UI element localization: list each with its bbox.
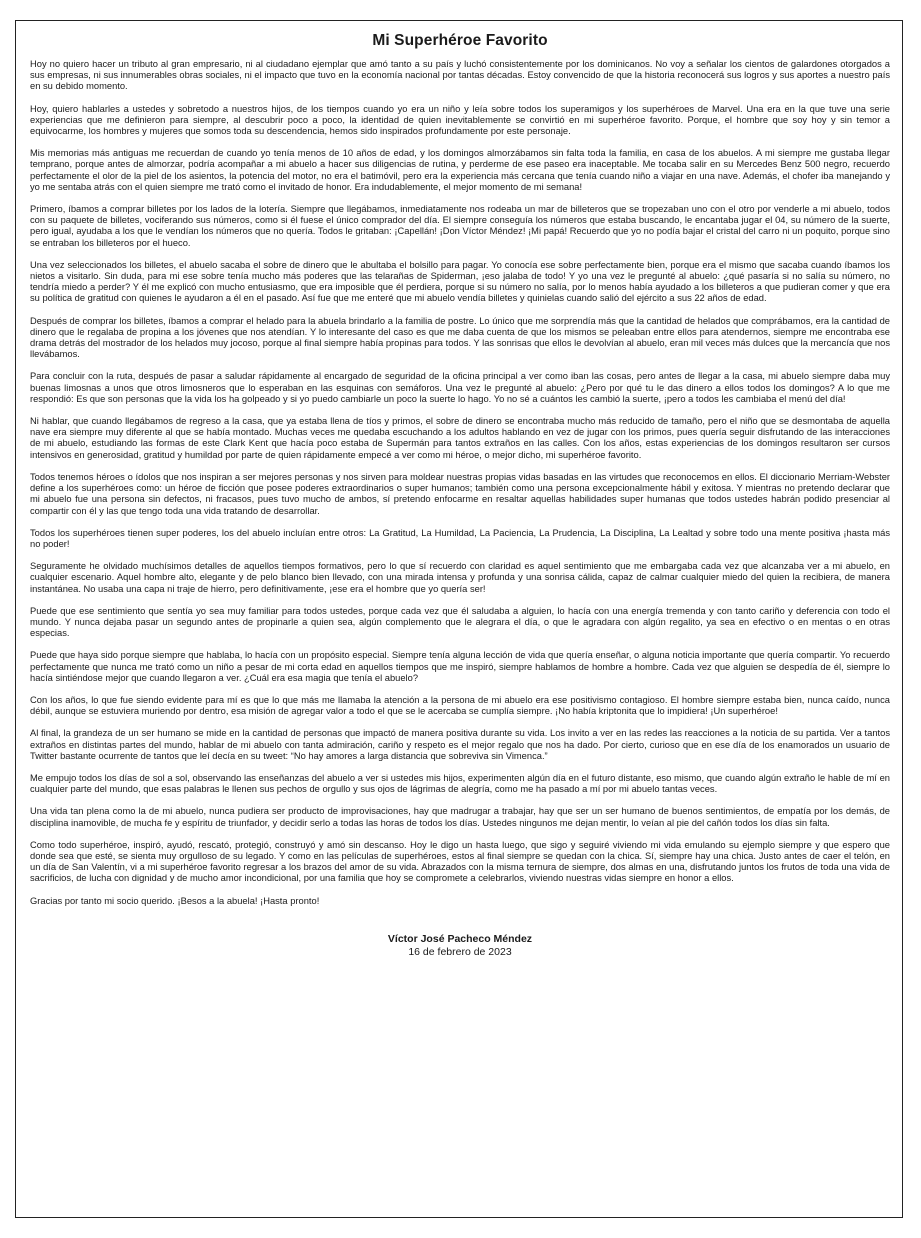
signature-date: 16 de febrero de 2023 — [408, 945, 512, 958]
paragraph: Puede que haya sido porque siempre que hablaba, lo hacía con un propósito especial. Siempre tenía alguna lección de vida que quería enseñar, o alguna noticia importante que quería compartir. Yo recuerdo perfectamente que nunca me trató como un niño a pesar de mi corta edad en aquellos tiempos que me inspiró, siempre hablamos de hombre a hombre. Cada vez que alguien se despedía de él, siempre lo hacía sintiéndose mejor que cuando llegaron a ver. ¿Cuál era esa magia que tenía el abuelo? — [30, 650, 890, 683]
paragraph: Seguramente he olvidado muchísimos detalles de aquellos tiempos formativos, pero lo que sí recuerdo con claridad es aquel sentimiento que me embargaba cada vez que alcanzaba ver a mi abuelo, en cualquier escenario. Aquel hombre alto, elegante y de pelo blanco bien llevado, con una mirada intensa y profunda y una sonrisa cálida, capaz de calmar cualquier miedo del quien la recibiera, de manera instantánea. No usaba una capa ni traje de hierro, pero definitivamente, ¡ese era el hombre que yo quería ser! — [30, 561, 890, 594]
signature-block — [30, 933, 890, 959]
paragraph: Mis memorias más antiguas me recuerdan de cuando yo tenía menos de 10 años de edad, y los domingos almorzábamos sin falta toda la familia, en casa de los abuelos. A mi siempre me gustaba llegar temprano, porque antes de almorzar, podría acompañar a mi abuelo a hacer sus diligencias de rutina, y perderme de ese paseo era inaceptable. Me tocaba salir en su Mercedes Benz 500 negro, recuerdo perfectamente el olor de la piel de los asientos, la potencia del motor, no era el batimóvil, pero era la experiencia más cercana que tenía cuando niño a viajar en una nave. Además, el chofer iba manejando y yo me sentaba atrás con el quien siempre me trató como el invitado de honor. Era indudablemente, el mejor momento de mi semana! — [30, 148, 890, 192]
paragraph: Primero, íbamos a comprar billetes por los lados de la lotería. Siempre que llegábamos, inmediatamente nos rodeaba un mar de billeteros que se tropezaban uno con el otro por venderle a mi abuelo, todos con su paquete de billetes, vociferando sus números, como si él fuese el único comprador del día. El siempre conseguía los números que estaba buscando, le encantaba jugar el 04, su número de la suerte, pero igual, ayudaba a los que le vendían los números que no quería. Todos le gritaban: ¡Capellán! ¡Don Víctor Méndez! ¡Mi papá! Recuerdo que yo no podía bajar el cristal del carro ni un poquito, porque sino se entraban los billeteros por el hueco. — [30, 204, 890, 248]
paragraph: Para concluir con la ruta, después de pasar a saludar rápidamente al encargado de seguridad de la oficina principal a ver como iban las cosas, pero antes de llegar a la casa, mi abuelo siempre daba muy buenas limosnas a unos que otros limosneros que lo esperaban en las esquinas con semáforos. Una vez le pregunté al abuelo: ¿Pero por qué tu le das dinero a ellos todos los domingos? A lo que me respondió: Es que son personas que la vida los ha golpeado y si yo puedo cambiarle un poco la suerte lo hago. Yo no sé a cuántos les cambió la suerte, ¡pero a todos les cambiaba el menú del día! — [30, 371, 890, 404]
paragraph: Ni hablar, que cuando llegábamos de regreso a la casa, que ya estaba llena de tíos y primos, el sobre de dinero se encontraba mucho más reducido de tamaño, pero el niño que se desmontaba de aquella nave era siempre muy diferente al que se había montado. Muchas veces me quedaba escuchando a los adultos hablando en vez de jugar con los primos, pues quería seguir disfrutando de las interacciones de mi abuelo, estudiando las formas de este Clark Kent que hacía poco estaba de Supermán para tantos extraños en las calles. Con los años, estas experiencias de los domingos resultaron ser cursos intensivos en generosidad, gratitud y humildad por parte de quien rápidamente empecé a ver como mi héroe, o mejor dicho, mi superhéroe favorito. — [30, 416, 890, 460]
paragraph: Todos tenemos héroes o ídolos que nos inspiran a ser mejores personas y nos sirven para moldear nuestras propias vidas basadas en las virtudes que reconocemos en ellos. El diccionario Merriam-Webster define a los superhéroes como: un héroe de ficción que posee poderes extraordinarios o super humanos; también como una persona excepcionalmente hábil y exitosa. Y mientras no pretendo declarar que mi abuelo fue una persona sin defectos, ni fracasos, pues tuvo mucho de ambos, sí pretendo enfocarme en resaltar aquellas habilidades super humanas que todos ustedes habrán podido presenciar al compartir con él y las que tengo toda una vida tratando de desarrollar. — [30, 471, 890, 516]
paragraph: Después de comprar los billetes, íbamos a comprar el helado para la abuela brindarlo a la familia de postre. Lo único que me sorprendía más que la cantidad de helados que comprábamos, era la cantidad de dinero que le regalaba de propina a los jóvenes que nos atendían. Y lo interesante del caso es que me daba cuenta de que los mismos se peleaban entre ellos para atendernos, siempre me encontraba ese drama detrás del mostrador de los helados muy jocoso, porque al final siempre había propinas para todos. Y las sonrisas que ellos le devolvían al abuelo, eran mil veces más dulces que la mercancía que nos llevábamos. — [30, 315, 890, 360]
signature-name: Víctor José Pacheco Méndez — [387, 932, 533, 945]
paragraph: Gracias por tanto mi socio querido. ¡Besos a la abuela! ¡Hasta pronto! — [30, 895, 320, 906]
paragraph: Todos los superhéroes tienen super poderes, los del abuelo incluían entre otros: La Gratitud, La Humildad, La Paciencia, La Prudencia, La Disciplina, La Lealtad y sobre todo una mente positiva ¡hasta más no poder! — [30, 527, 890, 549]
paragraph: Hoy, quiero hablarles a ustedes y sobretodo a nuestros hijos, de los tiempos cuando yo era un niño y leía sobre todos los superamigos y los superhéroes de Marvel. Una era en la que tuve una serie experiencias que me definieron para siempre, al descubrir poco a poco, la identidad de quien inevitablemente se convirtió en mi superhéroe favorito. Porque, el hombre que soy hoy y sin temor a equivocarme, los hombres y mujeres que somos toda su descendencia, hemos sido inspirados profundamente por este personaje. — [30, 103, 890, 137]
page-title: Mi Superhéroe Favorito — [372, 32, 548, 49]
paragraph: Me empujo todos los días de sol a sol, observando las enseñanzas del abuelo a ver si ustedes mis hijos, experimenten algún día en el futuro distante, eso mismo, que cuando algún extraño le hable de mí en cualquier parte del mundo, que esas palabras le llenen sus pechos de orgullo y sus ojos de lágrimas de alegría, como me ha pasado a mí por mi abuelo tantas veces. — [30, 772, 890, 795]
letter-body — [30, 32, 890, 959]
paragraph-list — [30, 59, 890, 907]
paragraph: Hoy no quiero hacer un tributo al gran empresario, ni al ciudadano ejemplar que amó tanto a su país y luchó consistentemente por los dominicanos. No voy a señalar los cientos de galardones otorgados a sus empresas, ni sus innumerables obras sociales, ni el impacto que tuvo en la economía nacional por tantas décadas. Estoy convencido de que la historia reconocerá sus logros y sus aportes a nuestro país en su debido momento. — [30, 59, 890, 92]
paragraph: Al final, la grandeza de un ser humano se mide en la cantidad de personas que impactó de manera positiva durante su vida. Los invito a ver en las redes las reacciones a la noticia de su partida. Ver a tantos extraños en distintas partes del mundo, hablar de mi abuelo con tanta admiración, cariño y respeto es el mejor regalo que nos ha dado. Por cierto, curioso que en ese día de los enamorados un usuario de Twitter bastante ocurrente de tantos que leí decía en su tweet: “No hay amores a larga distancia que sobreviva sin Vimenca.” — [30, 728, 890, 761]
paragraph: Una vida tan plena como la de mi abuelo, nunca pudiera ser producto de improvisaciones, hay que madrugar a trabajar, hay que ser un ser humano de buenos sentimientos, de empatía por los demás, de disciplina inamovible, de mucha fe y espíritu de triunfador, y decidir serlo a todas las horas de todos los días. Ustedes ningunos me dejan mentir, lo veían al pie del cañón todos los días sin falta. — [30, 806, 890, 828]
paragraph: Con los años, lo que fue siendo evidente para mí es que lo que más me llamaba la atención a la persona de mi abuelo era ese positivismo contagioso. El hombre siempre estaba bien, nunca caído, nunca débil, aunque se estuviera muriendo por dentro, esa misión de agregar valor a todo el que se le acercaba se cumplía siempre. ¡No había kriptonita que lo impidiera! ¡Un superhéroe! — [30, 694, 890, 717]
paragraph: Como todo superhéroe, inspiró, ayudó, rescató, protegió, construyó y amó sin descanso. Hoy le digo un hasta luego, que sigo y seguiré viviendo mi vida emulando su ejemplo siempre y que espero que donde sea que esté, se sienta muy orgulloso de su legado. Y como en las películas de superhéroes, estos al final siempre se quedan con la chica. Sí, siempre hay una chica. Justo antes de caer el telón, en un día de San Valentín, vi a mi superhéroe favorito regresar a los brazos del amor de su vida. Abrazados con la misma ternura de siempre, dos almas en una, disfrutando juntos los frutos de toda una vida de sacrificios, de lucha con dignidad y de mucho amor incondicional, por una familia que hoy se compromete a celebrarlos, viviendo nuestras vidas siempre en honor a ellos. — [30, 839, 890, 884]
paragraph: Puede que ese sentimiento que sentía yo sea muy familiar para todos ustedes, porque cada vez que él saludaba a alguien, lo hacía con una energía tremenda y con tanto cariño y deferencia con todo el mundo. Y nunca dejaba pasar un segundo antes de propinarle a quien sea, algún complemento que le alegrara el día, o que le agradara con algún regalito, ya sea en efectivo o en mentas o en otras especias. — [30, 605, 890, 639]
paragraph: Una vez seleccionados los billetes, el abuelo sacaba el sobre de dinero que le abultaba el bolsillo para pagar. Yo conocía ese sobre perfectamente bien, porque era el mismo que sacaba cuando íbamos los nietos a visitarlo. Sin duda, para mi ese sobre tenía mucho más poderes que las telarañas de Spiderman, ¡eso jalaba de todo! Y yo una vez le pregunté al abuelo: ¿qué pasaría si no salía su número, no tendría miedo a perder? Y él me explicó con mucho entusiasmo, que era imposible que él perdiera, porque si su número no salía, por lo menos había ayudado a los billeteros a que pudieran comer y que era su política de gratitud con quienes le ayudaron a él en el pasado. Así fue que me enteré que mi abuelo vendía billetes y quinielas cuando salió del ejército a sus 22 años de edad. — [30, 259, 890, 304]
